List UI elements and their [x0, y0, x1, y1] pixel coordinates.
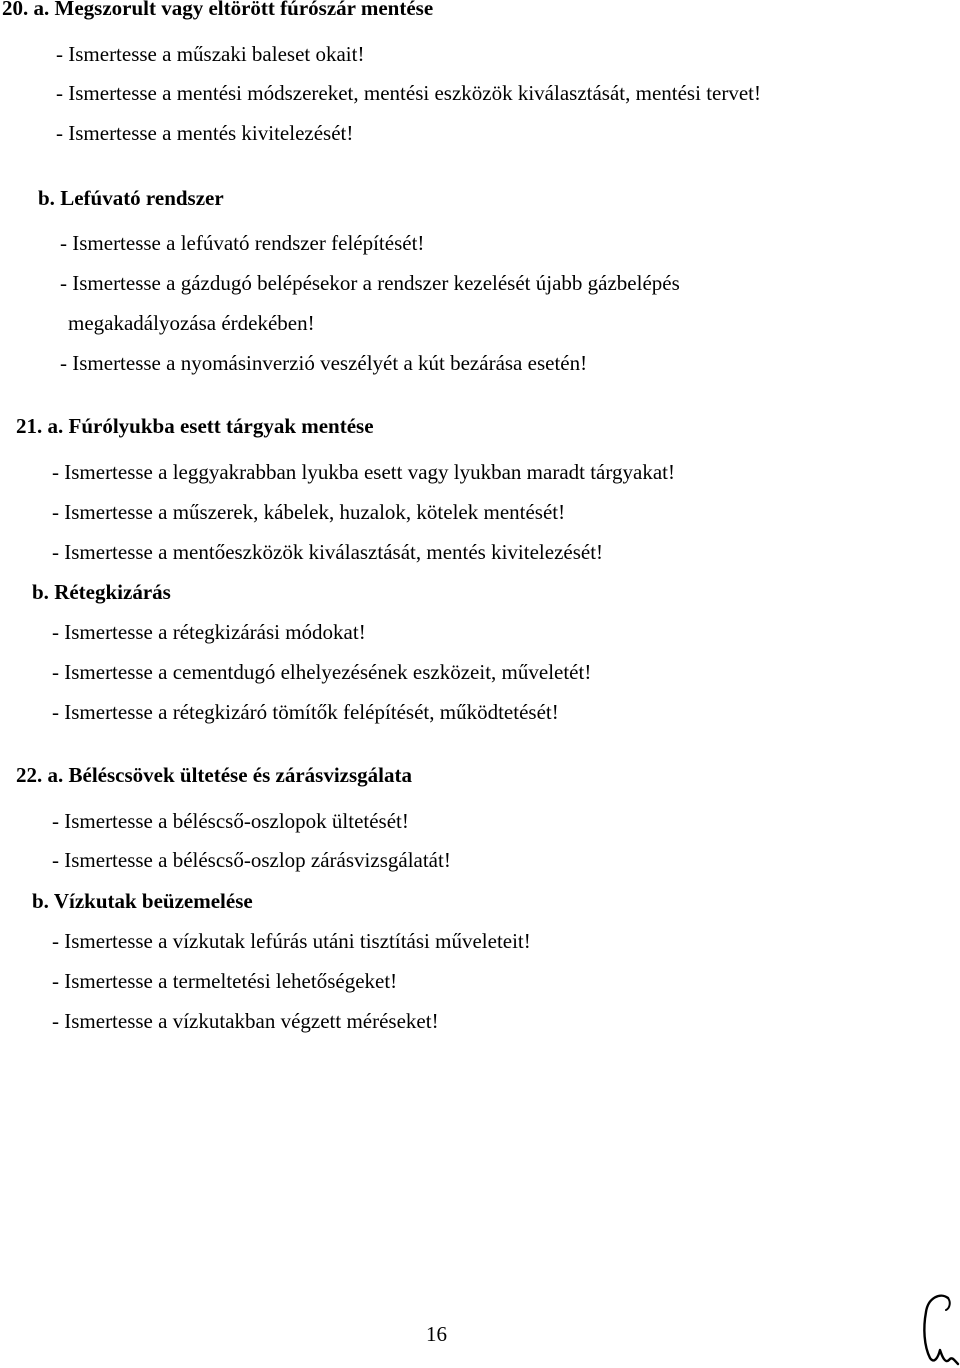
- list-item: - Ismertesse a mentőeszközök kiválasztását, mentés kivitelezését!: [52, 540, 604, 564]
- section-21b-title: Rétegkizárás: [54, 580, 171, 604]
- list-item: - Ismertesse a béléscső-oszlop zárásvizsgálatát!: [52, 848, 451, 872]
- section-22a-heading: [16, 763, 412, 787]
- section-21a-title: Fúrólyukba esett tárgyak mentése: [68, 414, 374, 438]
- section-21b-prefix: b.: [32, 580, 49, 604]
- list-item: - Ismertesse a rétegkizárási módokat!: [52, 620, 366, 644]
- section-20b-heading: [38, 186, 224, 210]
- section-21b-heading: [32, 580, 171, 604]
- list-item: - Ismertesse a béléscső-oszlopok ültetését!: [52, 809, 409, 833]
- list-item: - Ismertesse a leggyakrabban lyukba esett vagy lyukban maradt tárgyakat!: [52, 460, 675, 484]
- list-item: - Ismertesse a vízkutak lefúrás utáni tisztítási műveleteit!: [52, 929, 531, 953]
- list-item: - Ismertesse a gázdugó belépésekor a rendszer kezelését újabb gázbelépés: [60, 271, 680, 295]
- section-20b-title: Lefúvató rendszer: [60, 186, 224, 210]
- section-22b-prefix: b.: [32, 889, 49, 913]
- list-item: - Ismertesse a rétegkizáró tömítők felépítését, működtetését!: [52, 700, 559, 724]
- section-20b-prefix: b.: [38, 186, 55, 210]
- list-item: - Ismertesse a termeltetési lehetőségeket!: [52, 969, 398, 993]
- section-20a-title: Megszorult vagy eltörött fúrószár mentése: [54, 0, 434, 20]
- list-item: - Ismertesse a vízkutakban végzett méréseket!: [52, 1009, 439, 1033]
- section-22a-title: Béléscsövek ültetése és zárásvizsgálata: [68, 763, 412, 787]
- list-item: - Ismertesse a mentési módszereket, mentési eszközök kiválasztását, mentési tervet!: [56, 81, 761, 105]
- section-22b-heading: [32, 889, 253, 913]
- section-22a-prefix: 22. a.: [16, 763, 64, 787]
- list-item: - Ismertesse a cementdugó elhelyezésének eszközeit, műveletét!: [52, 660, 592, 684]
- section-21a-heading: [16, 414, 374, 438]
- list-item: - Ismertesse a műszaki baleset okait!: [56, 42, 365, 66]
- section-20a-prefix: 20. a.: [2, 0, 50, 20]
- list-item: - Ismertesse a nyomásinverzió veszélyét a kút bezárása esetén!: [60, 351, 588, 375]
- section-20a-heading: [2, 0, 433, 20]
- section-22b-title: Vízkutak beüzemelése: [53, 889, 253, 913]
- list-item-continuation: megakadályozása érdekében!: [68, 311, 315, 335]
- list-item: - Ismertesse a műszerek, kábelek, huzalok, kötelek mentését!: [52, 500, 566, 524]
- list-item: - Ismertesse a lefúvató rendszer felépítését!: [60, 231, 425, 255]
- signature-initial-icon: [918, 1290, 960, 1368]
- page-number: 16: [426, 1322, 447, 1346]
- list-item: - Ismertesse a mentés kivitelezését!: [56, 121, 354, 145]
- section-21a-prefix: 21. a.: [16, 414, 64, 438]
